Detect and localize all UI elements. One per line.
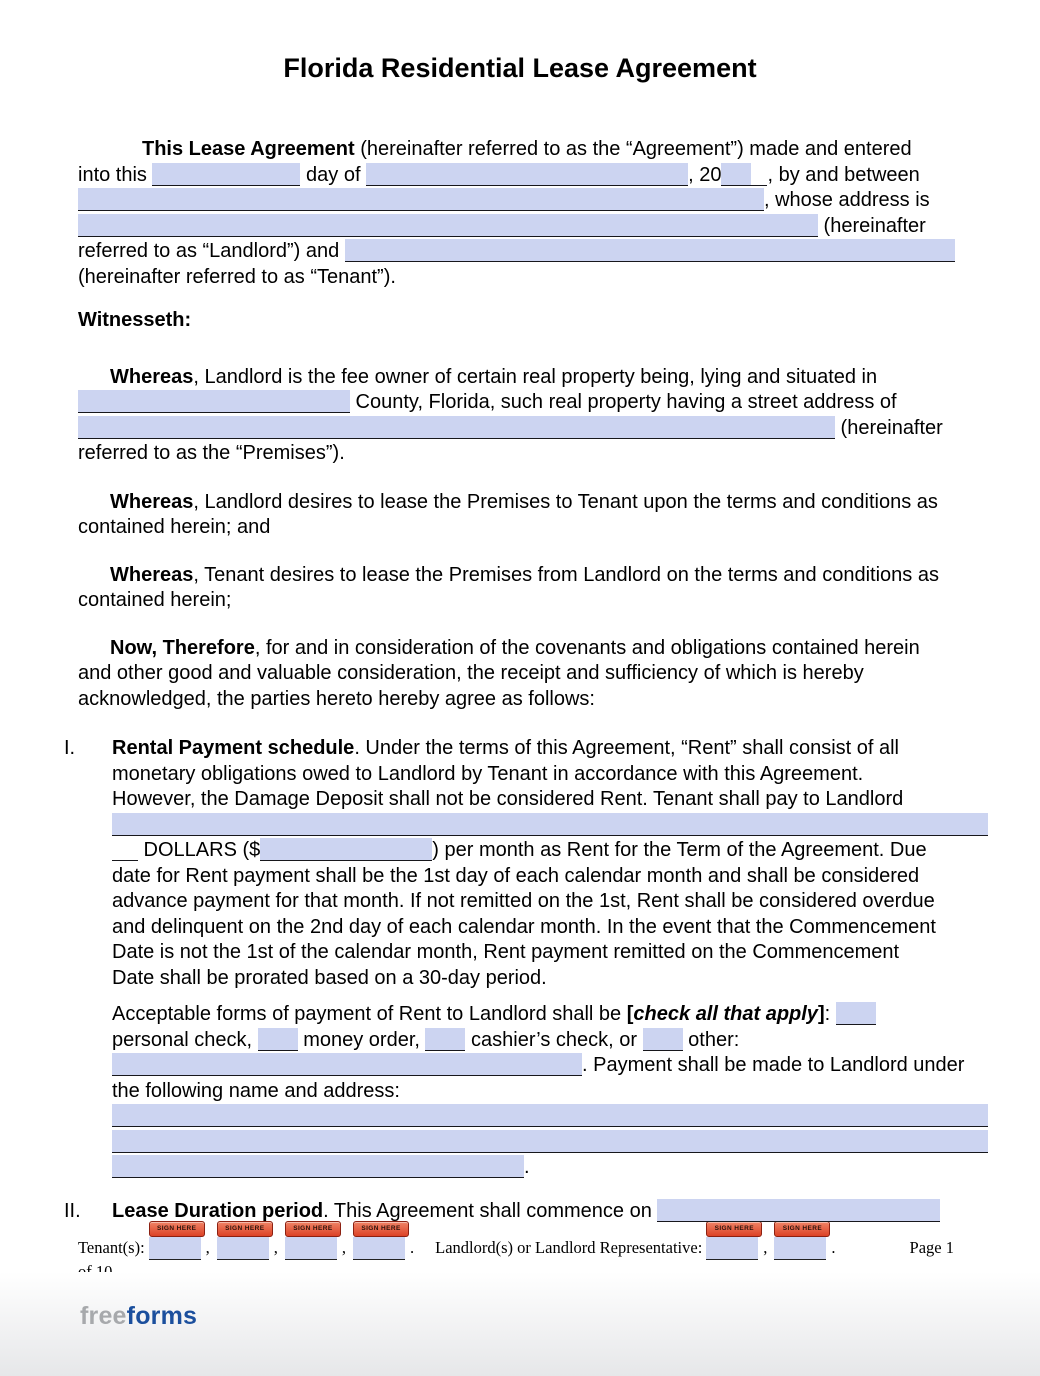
rent-amount-numeric-field[interactable] xyxy=(260,838,432,861)
tenant-initial-field-1[interactable] xyxy=(149,1237,201,1260)
rent-amount-words-field[interactable] xyxy=(112,813,988,836)
whereas1-text-2: County, Florida, such real property having a street address of xyxy=(350,391,897,413)
separator-period: . xyxy=(831,1238,836,1257)
page-bottom-fade xyxy=(0,1272,1040,1376)
whereas1-line-4 xyxy=(78,441,962,467)
landlord-address-field[interactable] xyxy=(78,214,818,237)
intro-line-6 xyxy=(78,265,962,291)
pay-text-3: . Payment shall be made to Landlord under xyxy=(582,1054,965,1076)
s1-line-2 xyxy=(112,762,962,788)
intro-text-6: (hereinafter referred to as “Tenant”). xyxy=(78,265,396,288)
pay-line-6 xyxy=(112,1130,962,1156)
whereas1-lead-text: Whereas xyxy=(110,365,194,388)
therefore-line-2 xyxy=(78,661,962,687)
whereas1-line-3 xyxy=(78,416,962,442)
sign-here-stamp[interactable]: SIGN HERE xyxy=(353,1221,409,1237)
intro-text-3: , whose address is xyxy=(764,189,930,211)
whereas1-text-1: , Landlord is the fee owner of certain real property being, lying and situated in xyxy=(193,365,878,388)
pay-line-5 xyxy=(112,1104,962,1130)
footer-signature-row xyxy=(78,1221,962,1260)
tenant-initial-unit-1 xyxy=(149,1221,205,1260)
landlord-initial-unit-2 xyxy=(774,1221,830,1260)
whereas2-line-1 xyxy=(78,490,962,516)
whereas-landlord-paragraph xyxy=(78,490,962,541)
intro-text-4: (hereinafter xyxy=(818,214,926,237)
whereas1-line-2 xyxy=(78,390,962,416)
personal-check-checkbox-field[interactable] xyxy=(836,1002,876,1025)
s1-line-3 xyxy=(112,787,962,813)
whereas2-text-1: , Landlord desires to lease the Premises to Tenant upon the terms and conditions as xyxy=(193,490,938,513)
pay-line-4 xyxy=(112,1079,962,1105)
intro-paragraph xyxy=(78,137,962,290)
section-rental-payment xyxy=(64,736,962,991)
pay-text-2a: personal check, xyxy=(112,1028,258,1051)
landlord-label: Landlord(s) or Landlord Representative: xyxy=(435,1238,703,1257)
landlord-name-field[interactable] xyxy=(78,188,764,211)
intro-lead-text: This Lease Agreement xyxy=(142,138,355,160)
whereas3-text-2: contained herein; xyxy=(78,589,232,611)
intro-line-2 xyxy=(78,163,962,189)
therefore-line-1 xyxy=(78,636,962,662)
landlord-initial-field-1[interactable] xyxy=(706,1237,758,1260)
tenant-name-field[interactable] xyxy=(345,239,955,262)
premises-street-address-field[interactable] xyxy=(78,416,835,439)
payee-name-address-field-1[interactable] xyxy=(112,1104,988,1127)
s1-text-6: date for Rent payment shall be the 1st day of each calendar month and shall be considered xyxy=(112,864,920,887)
witnesseth-heading: Witnesseth: xyxy=(78,309,192,331)
s1-text-3: However, the Damage Deposit shall not be considered Rent. Tenant shall pay to Landlord xyxy=(112,788,904,810)
tenant-initial-field-2[interactable] xyxy=(217,1237,269,1260)
pay-colon: : xyxy=(824,1003,836,1025)
pay-text-4: the following name and address: xyxy=(112,1079,400,1102)
payee-name-address-field-3[interactable] xyxy=(112,1155,524,1178)
landlord-initial-field-2[interactable] xyxy=(774,1237,826,1260)
pay-text-2c: cashier’s check, or xyxy=(465,1028,643,1051)
tenant-initial-unit-4 xyxy=(353,1221,409,1260)
year-field-tail[interactable] xyxy=(751,163,767,186)
day-field[interactable] xyxy=(152,163,300,186)
cashiers-check-checkbox-field[interactable] xyxy=(425,1028,465,1051)
s1-line-9 xyxy=(112,940,962,966)
therefore-text-3: acknowledged, the parties hereto hereby agree as follows: xyxy=(78,687,595,710)
payment-forms-paragraph xyxy=(112,1002,965,1181)
freeforms-logo xyxy=(80,1302,1040,1331)
section-1-number: I. xyxy=(64,737,76,759)
pay-line-2 xyxy=(112,1028,962,1054)
s1-heading: Rental Payment schedule xyxy=(112,737,355,759)
pay-bracket-close: ] xyxy=(817,1003,825,1025)
pay-text-2b: money order, xyxy=(297,1028,426,1051)
separator-period: . xyxy=(410,1238,415,1257)
whereas-property-paragraph xyxy=(78,365,962,467)
separator-comma: , xyxy=(341,1238,347,1257)
money-order-checkbox-field[interactable] xyxy=(258,1028,298,1051)
other-payment-description-field[interactable] xyxy=(112,1053,582,1076)
tenant-initial-unit-2 xyxy=(217,1221,273,1260)
sign-here-stamp[interactable]: SIGN HERE xyxy=(706,1221,762,1237)
sign-here-stamp[interactable]: SIGN HERE xyxy=(149,1221,205,1237)
intro-line-4 xyxy=(78,214,962,240)
s1-line-10 xyxy=(112,966,962,992)
whereas1-text-4: referred to as the “Premises”). xyxy=(78,442,345,464)
section-lease-duration xyxy=(64,1199,962,1225)
pay-line-1 xyxy=(112,1002,962,1028)
sign-here-stamp[interactable]: SIGN HERE xyxy=(774,1221,830,1237)
therefore-text-1: , for and in consideration of the covenants and obligations contained herein xyxy=(254,636,920,659)
document-body xyxy=(64,0,965,1284)
s1-line-6 xyxy=(112,864,962,890)
intro-text-5: referred to as “Landlord”) and xyxy=(78,240,345,262)
whereas2-line-2 xyxy=(78,515,962,541)
whereas3-text-1: , Tenant desires to lease the Premises from Landlord on the terms and conditions as xyxy=(193,563,939,586)
s1-text-9: Date is not the 1st of the calendar month, Rent payment remitted on the Commencement xyxy=(112,941,900,963)
intro-line-3 xyxy=(78,188,962,214)
intro-line-5 xyxy=(78,239,962,265)
s1-line-7 xyxy=(112,889,962,915)
separator-comma: , xyxy=(763,1238,768,1257)
county-field[interactable] xyxy=(78,390,350,413)
whereas3-line-1 xyxy=(78,563,962,589)
intro-text-2d: , by and between xyxy=(767,163,920,186)
therefore-text-2: and other good and valuable consideration, the receipt and sufficiency of which is hereby xyxy=(78,662,864,684)
section-2-number: II. xyxy=(64,1199,81,1222)
intro-line-1 xyxy=(78,137,962,163)
s2-heading: Lease Duration period xyxy=(112,1199,324,1222)
whereas3-lead-text: Whereas xyxy=(110,563,194,586)
separator-comma: , xyxy=(205,1238,210,1257)
year-field[interactable] xyxy=(721,163,751,186)
s1-text-1: . Under the terms of this Agreement, “Rent” shall consist of all xyxy=(354,737,899,759)
intro-text-2b: day of xyxy=(300,163,367,186)
section-2-content xyxy=(112,1199,962,1225)
pay-text-1a: Acceptable forms of payment of Rent to Landlord shall be xyxy=(112,1003,627,1025)
payee-name-address-field-2[interactable] xyxy=(112,1130,988,1153)
whereas3-line-2 xyxy=(78,588,962,614)
pay-check-all-text: check all that apply xyxy=(633,1003,818,1025)
month-field[interactable] xyxy=(366,163,688,186)
page-number: Page 1 xyxy=(909,1238,954,1257)
s1-text-8: and delinquent on the 2nd day of each calendar month. In the event that the Commencement xyxy=(112,915,936,938)
logo-free-text: free xyxy=(80,1302,127,1330)
whereas1-text-3: (hereinafter xyxy=(835,416,943,439)
s1-text-10: Date shall be prorated based on a 30-day period. xyxy=(112,966,547,989)
tenants-label: Tenant(s): xyxy=(78,1238,145,1257)
landlord-initial-unit-1 xyxy=(706,1221,762,1260)
tenant-initial-unit-3 xyxy=(285,1221,341,1260)
s2-text-1: . This Agreement shall commence on xyxy=(323,1199,658,1222)
tenant-initial-field-4[interactable] xyxy=(353,1237,405,1260)
intro-text-2c: , 20 xyxy=(688,163,722,186)
witnesseth-heading-block xyxy=(78,308,962,334)
pay-line-3 xyxy=(112,1053,965,1079)
s1-text-2: monetary obligations owed to Landlord by Tenant in accordance with this Agreement. xyxy=(112,762,864,785)
s2-line-1 xyxy=(112,1199,962,1225)
tenant-initial-field-3[interactable] xyxy=(285,1237,337,1260)
page-title: Florida Residential Lease Agreement xyxy=(283,53,757,83)
therefore-lead-text: Now, Therefore xyxy=(110,636,255,659)
s1-text-7: advance payment for that month. If not remitted on the 1st, Rent shall be considered overdue xyxy=(112,890,935,912)
whereas1-line-1 xyxy=(78,365,962,391)
pay-text-2d: other: xyxy=(682,1028,740,1051)
whereas-tenant-paragraph xyxy=(78,563,962,614)
s1-line-4 xyxy=(112,813,962,839)
now-therefore-paragraph xyxy=(78,636,962,713)
s1-line-1 xyxy=(112,736,962,762)
sign-here-stamp[interactable]: SIGN HERE xyxy=(285,1221,341,1237)
pay-line-7 xyxy=(112,1155,962,1181)
intro-text-1: (hereinafter referred to as the “Agreement”) made and entered xyxy=(354,138,912,160)
s1-text-5b: ) per month as Rent for the Term of the Agreement. Due xyxy=(432,839,927,861)
rent-amount-words-tail-blank[interactable] xyxy=(112,838,138,861)
intro-text-2a: into this xyxy=(78,163,153,186)
sign-here-stamp[interactable]: SIGN HERE xyxy=(217,1221,273,1237)
pay-bracket-open: [ xyxy=(626,1003,634,1025)
commencement-date-field[interactable] xyxy=(657,1199,940,1222)
s1-text-5a: DOLLARS ($ xyxy=(138,839,261,861)
whereas2-lead-text: Whereas xyxy=(110,490,194,513)
section-1-content xyxy=(112,736,962,991)
separator-comma: , xyxy=(273,1238,278,1257)
therefore-line-3 xyxy=(78,687,962,713)
logo-forms-text: forms xyxy=(126,1302,198,1330)
s1-line-5 xyxy=(112,838,962,864)
s1-line-8 xyxy=(112,915,962,941)
pay-text-7: . xyxy=(524,1156,530,1178)
other-checkbox-field[interactable] xyxy=(643,1028,683,1051)
whereas2-text-2: contained herein; and xyxy=(78,516,271,538)
